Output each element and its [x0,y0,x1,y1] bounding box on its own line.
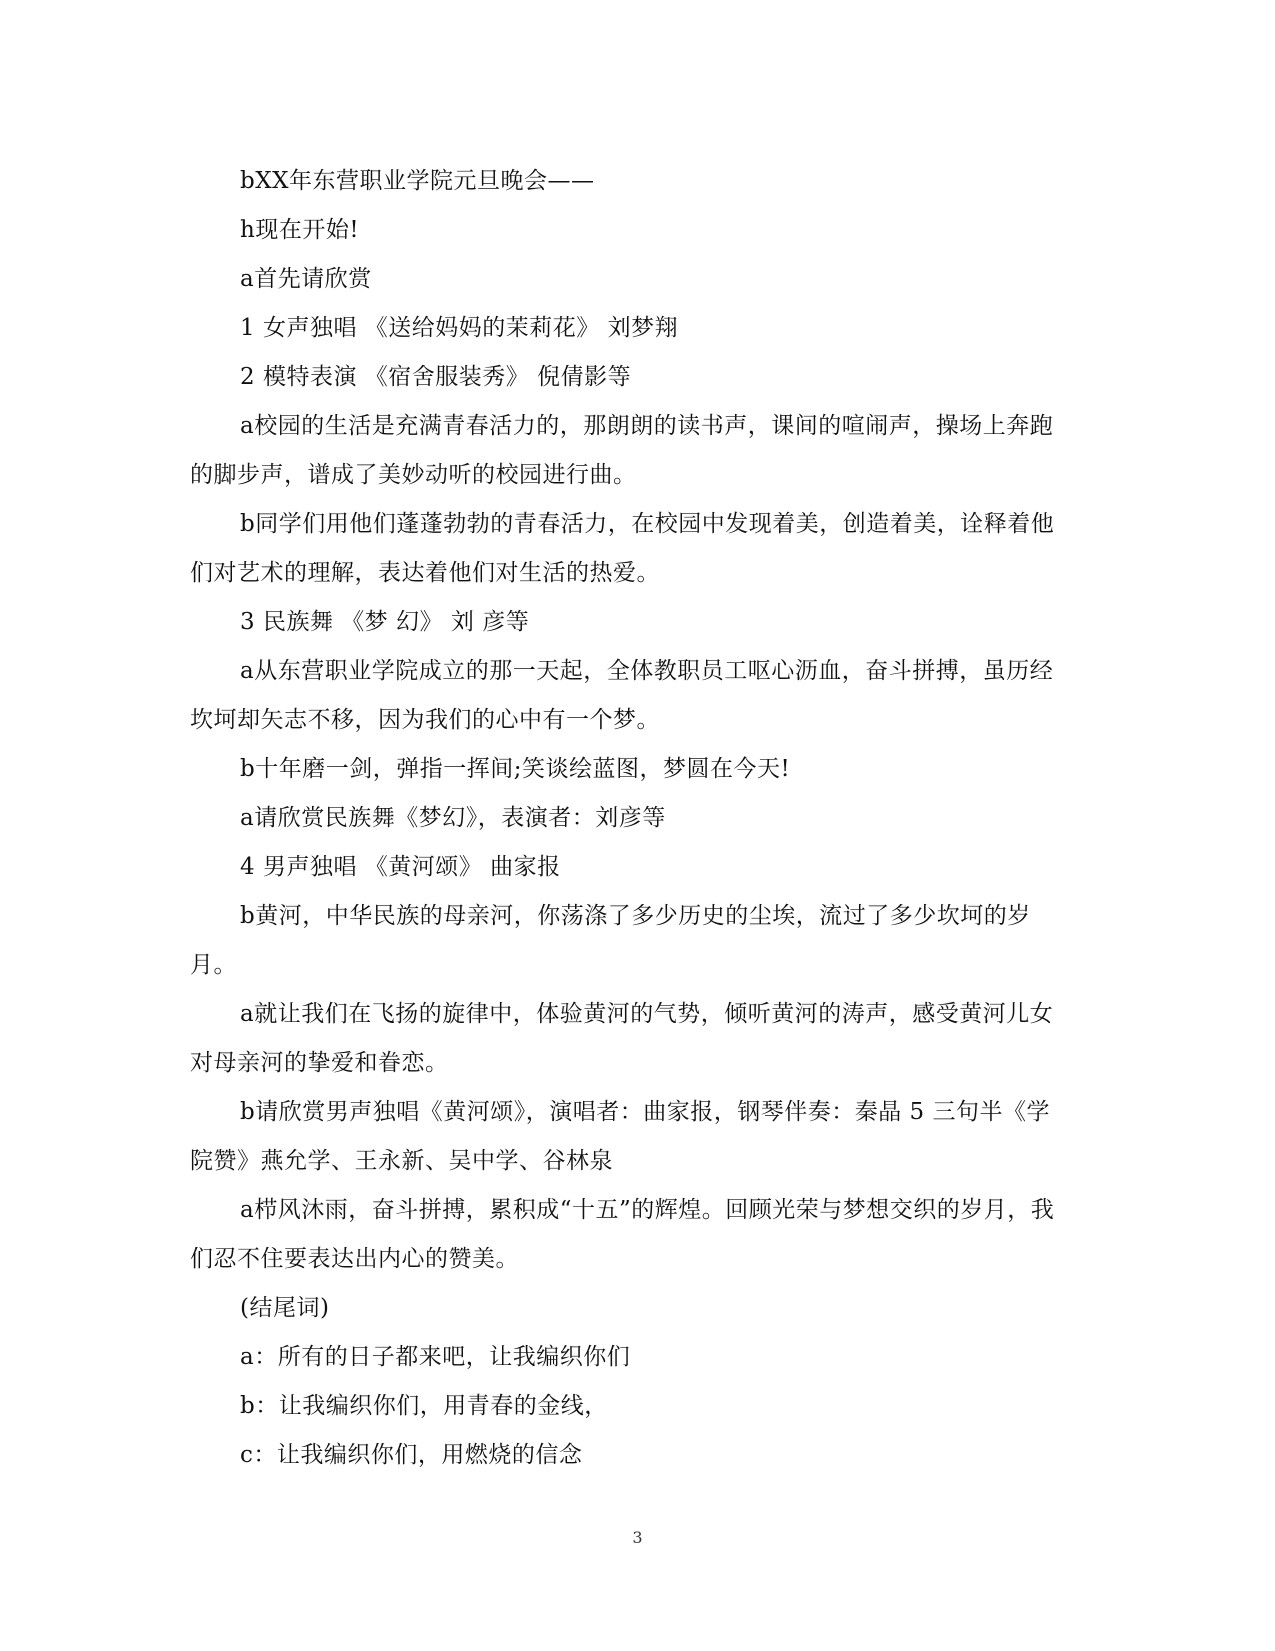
paragraph: h现在开始! [240,217,360,243]
page-number: 3 [632,1528,643,1547]
paragraph: b：让我编织你们，用青春的金线， [240,1393,608,1419]
paragraph: a栉风沐雨，奋斗拼搏，累积成“十五”的辉煌。回顾光荣与梦想交织的岁月，我们忍不住要表达出内心的赞美。 [190,1197,1055,1272]
paragraph: 3 民族舞 《梦 幻》 刘 彦等 [240,609,530,635]
paragraph: a校园的生活是充满青春活力的，那朗朗的读书声，课间的喧闹声，操场上奔跑的脚步声，谱成了美妙动听的校园进行曲。 [190,413,1054,488]
paragraph: a首先请欣赏 [240,266,372,292]
paragraph: b黄河，中华民族的母亲河，你荡涤了多少历史的尘埃，流过了多少坎坷的岁月。 [190,903,1031,978]
paragraph: a请欣赏民族舞《梦幻》，表演者：刘彦等 [240,805,666,831]
paragraph: 4 男声独唱 《黄河颂》 曲家报 [240,854,561,880]
paragraph: b十年磨一剑，弹指一挥间;笑谈绘蓝图，梦圆在今天! [240,756,791,782]
paragraph: 1 女声独唱 《送给妈妈的茉莉花》 刘梦翔 [240,315,679,341]
paragraph: 2 模特表演 《宿舍服装秀》 倪倩影等 [240,364,632,390]
paragraph: b请欣赏男声独唱《黄河颂》，演唱者：曲家报，钢琴伴奏：秦晶 5 三句半《学院赞》燕允学、王永新、吴中学、谷林泉 [190,1099,1050,1174]
paragraph: a就让我们在飞扬的旋律中，体验黄河的气势，倾听黄河的涛声，感受黄河儿女对母亲河的挚爱和眷恋。 [190,1001,1054,1076]
paragraph: bXX年东营职业学院元旦晚会—— [240,168,595,194]
document-body [190,157,1070,1480]
paragraph: a从东营职业学院成立的那一天起，全体教职员工呕心沥血，奋斗拼搏，虽历经坎坷却矢志不移，因为我们的心中有一个梦。 [190,658,1054,733]
paragraph: a：所有的日子都来吧，让我编织你们 [240,1344,631,1370]
paragraph: (结尾词) [240,1295,330,1321]
paragraph: b同学们用他们蓬蓬勃勃的青春活力，在校园中发现着美，创造着美，诠释着他们对艺术的理解，表达着他们对生活的热爱。 [190,511,1055,586]
paragraph: c：让我编织你们，用燃烧的信念 [240,1442,583,1468]
